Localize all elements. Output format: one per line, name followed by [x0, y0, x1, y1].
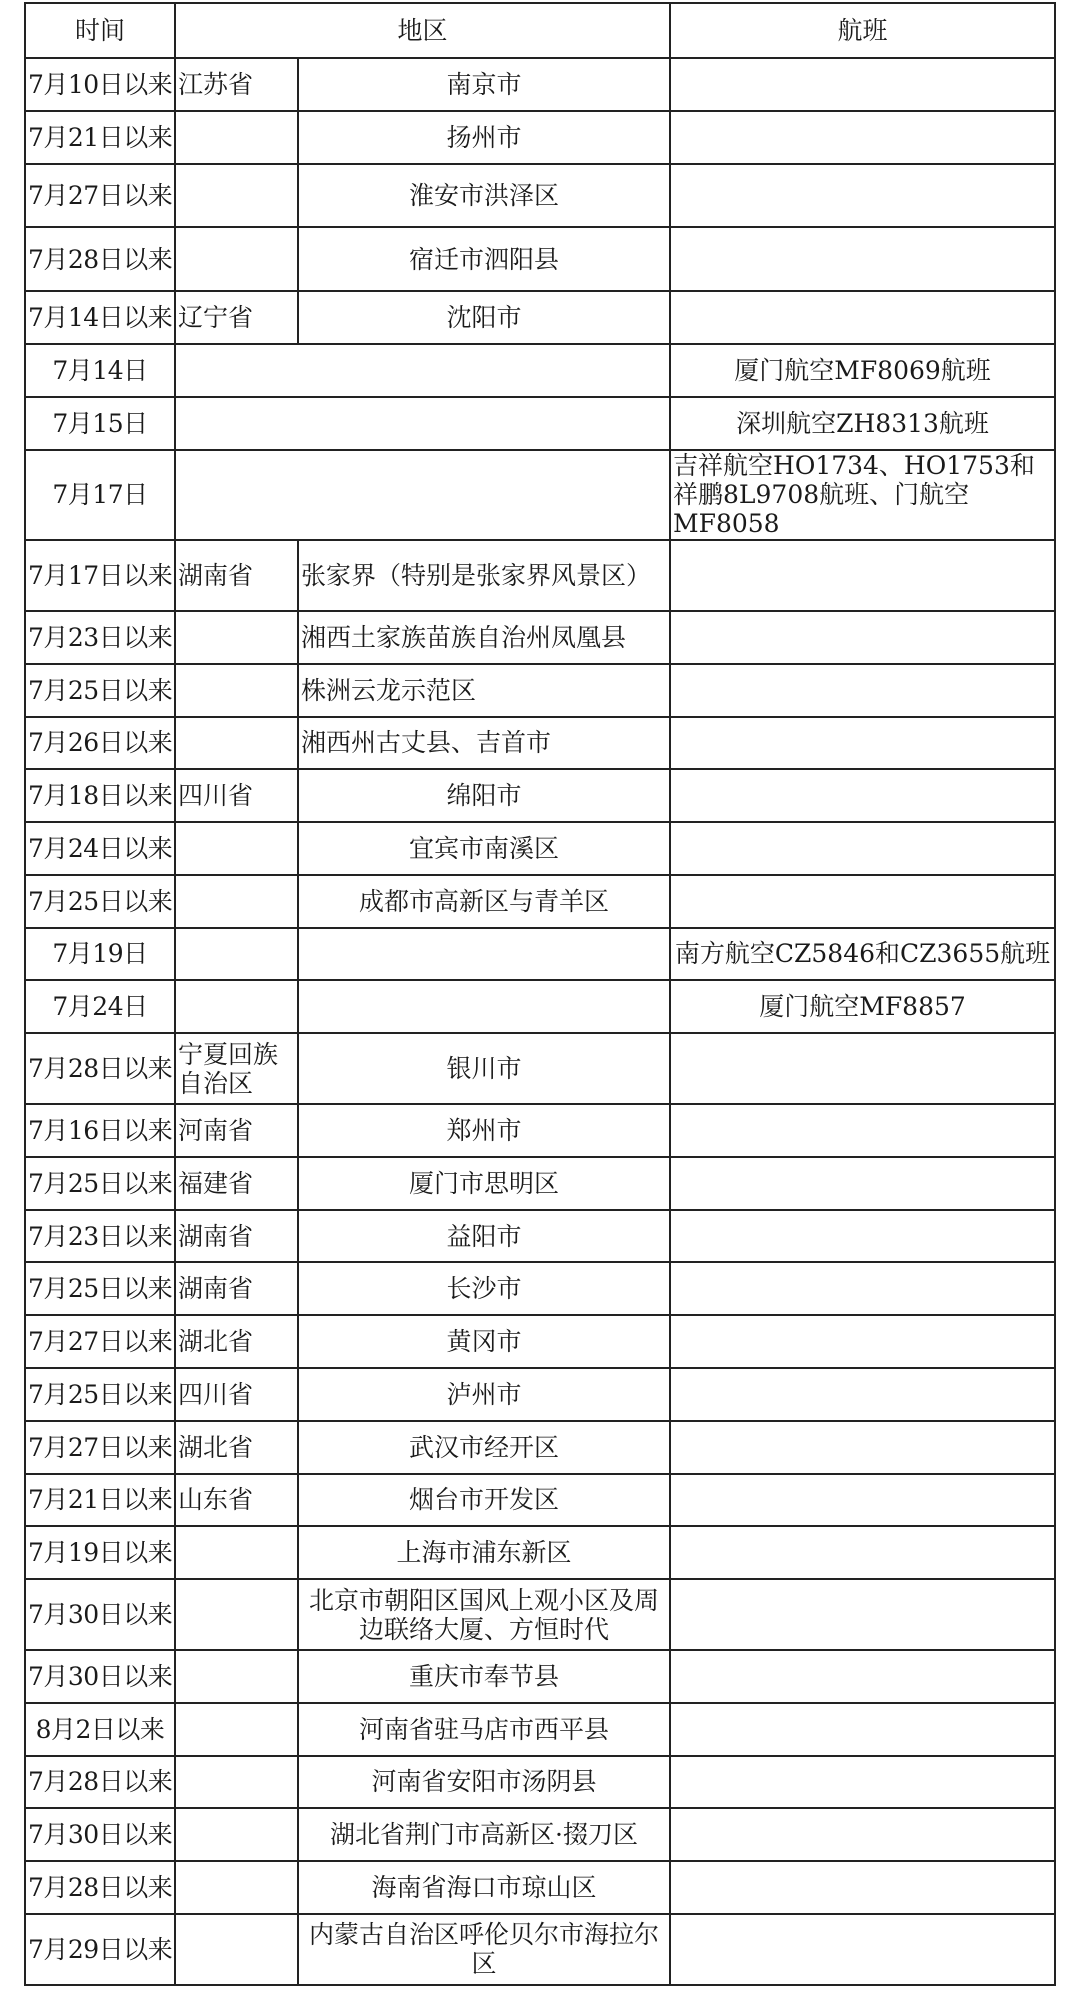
cell-time: 7月10日以来 — [25, 58, 175, 111]
cell-province: 宁夏回族自治区 — [175, 1033, 298, 1104]
cell-time: 7月30日以来 — [25, 1650, 175, 1703]
cell-time: 7月23日以来 — [25, 611, 175, 664]
cell-region — [175, 450, 670, 540]
cell-time: 7月21日以来 — [25, 111, 175, 164]
cell-flight: 深圳航空ZH8313航班 — [670, 397, 1055, 450]
cell-flight — [670, 1526, 1055, 1579]
table-row — [25, 1033, 1055, 1104]
cell-city: 泸州市 — [298, 1368, 670, 1421]
cell-city: 扬州市 — [298, 111, 670, 164]
cell-flight — [670, 540, 1055, 611]
table-row — [25, 769, 1055, 822]
cell-time: 7月28日以来 — [25, 227, 175, 291]
cell-city: 河南省安阳市汤阴县 — [298, 1756, 670, 1809]
cell-flight — [670, 227, 1055, 291]
table-row — [25, 1703, 1055, 1756]
cell-city: 河南省驻马店市西平县 — [298, 1703, 670, 1756]
cell-flight — [670, 769, 1055, 822]
cell-flight — [670, 1579, 1055, 1650]
cell-time: 7月18日以来 — [25, 769, 175, 822]
cell-flight — [670, 164, 1055, 228]
cell-province — [175, 664, 298, 717]
cell-flight — [670, 1914, 1055, 1985]
cell-province: 湖北省 — [175, 1315, 298, 1368]
cell-city: 淮安市洪泽区 — [298, 164, 670, 228]
cell-time: 7月29日以来 — [25, 1914, 175, 1985]
table-row — [25, 1315, 1055, 1368]
table-row — [25, 164, 1055, 228]
cell-province: 河南省 — [175, 1104, 298, 1157]
table-row — [25, 1262, 1055, 1315]
cell-flight: 厦门航空MF8069航班 — [670, 344, 1055, 397]
cell-time: 7月30日以来 — [25, 1808, 175, 1861]
cell-flight — [670, 1210, 1055, 1263]
table-row — [25, 1157, 1055, 1210]
cell-province — [175, 980, 298, 1033]
cell-time: 7月25日以来 — [25, 1157, 175, 1210]
table-row — [25, 344, 1055, 397]
table-row — [25, 397, 1055, 450]
cell-time: 7月19日 — [25, 928, 175, 981]
cell-time: 7月28日以来 — [25, 1756, 175, 1809]
cell-province — [175, 1914, 298, 1985]
cell-city: 黄冈市 — [298, 1315, 670, 1368]
cell-flight — [670, 291, 1055, 344]
table-row — [25, 1914, 1055, 1985]
cell-city: 内蒙古自治区呼伦贝尔市海拉尔区 — [298, 1914, 670, 1985]
header-flight: 航班 — [670, 3, 1055, 58]
cell-flight — [670, 717, 1055, 770]
cell-city — [298, 980, 670, 1033]
cell-flight: 吉祥航空HO1734、HO1753和祥鹏8L9708航班、门航空MF8058 — [670, 450, 1055, 540]
cell-flight — [670, 1756, 1055, 1809]
cell-province — [175, 1526, 298, 1579]
cell-province — [175, 164, 298, 228]
table-row — [25, 540, 1055, 611]
cell-flight — [670, 875, 1055, 928]
cell-city: 南京市 — [298, 58, 670, 111]
cell-city: 成都市高新区与青羊区 — [298, 875, 670, 928]
cell-province — [175, 822, 298, 875]
cell-time: 7月15日 — [25, 397, 175, 450]
cell-time: 7月28日以来 — [25, 1033, 175, 1104]
cell-province: 山东省 — [175, 1474, 298, 1527]
cell-time: 7月26日以来 — [25, 717, 175, 770]
table-row — [25, 1861, 1055, 1914]
cell-time: 7月16日以来 — [25, 1104, 175, 1157]
cell-city: 湘西州古丈县、吉首市 — [298, 717, 670, 770]
cell-province: 福建省 — [175, 1157, 298, 1210]
cell-province: 辽宁省 — [175, 291, 298, 344]
cell-province — [175, 1861, 298, 1914]
cell-province: 湖南省 — [175, 1210, 298, 1263]
table-row — [25, 611, 1055, 664]
table-row — [25, 928, 1055, 981]
cell-city: 株洲云龙示范区 — [298, 664, 670, 717]
cell-city: 重庆市奉节县 — [298, 1650, 670, 1703]
table-row — [25, 1421, 1055, 1474]
cell-city: 宜宾市南溪区 — [298, 822, 670, 875]
cell-flight — [670, 1703, 1055, 1756]
cell-time: 7月25日以来 — [25, 1368, 175, 1421]
cell-province — [175, 227, 298, 291]
cell-province: 湖南省 — [175, 1262, 298, 1315]
cell-city: 厦门市思明区 — [298, 1157, 670, 1210]
cell-province: 江苏省 — [175, 58, 298, 111]
cell-province — [175, 928, 298, 981]
table-header-row — [25, 3, 1055, 58]
table-row — [25, 822, 1055, 875]
cell-time: 7月21日以来 — [25, 1474, 175, 1527]
cell-city: 银川市 — [298, 1033, 670, 1104]
cell-flight — [670, 1315, 1055, 1368]
cell-time: 7月17日以来 — [25, 540, 175, 611]
cell-city: 海南省海口市琼山区 — [298, 1861, 670, 1914]
cell-flight: 南方航空CZ5846和CZ3655航班 — [670, 928, 1055, 981]
cell-province — [175, 1650, 298, 1703]
cell-time: 8月2日以来 — [25, 1703, 175, 1756]
cell-time: 7月17日 — [25, 450, 175, 540]
cell-time: 7月27日以来 — [25, 164, 175, 228]
cell-flight — [670, 1104, 1055, 1157]
cell-city: 湘西土家族苗族自治州凤凰县 — [298, 611, 670, 664]
table-row — [25, 664, 1055, 717]
cell-city: 武汉市经开区 — [298, 1421, 670, 1474]
cell-province: 四川省 — [175, 769, 298, 822]
cell-province — [175, 1703, 298, 1756]
cell-province — [175, 1808, 298, 1861]
table-row — [25, 1474, 1055, 1527]
cell-province — [175, 717, 298, 770]
table-row — [25, 58, 1055, 111]
table-row — [25, 227, 1055, 291]
table-row — [25, 1210, 1055, 1263]
cell-time: 7月24日以来 — [25, 822, 175, 875]
cell-flight — [670, 1474, 1055, 1527]
table-row — [25, 717, 1055, 770]
cell-city: 宿迁市泗阳县 — [298, 227, 670, 291]
cell-flight — [670, 611, 1055, 664]
cell-province: 湖南省 — [175, 540, 298, 611]
cell-city: 绵阳市 — [298, 769, 670, 822]
table-row — [25, 980, 1055, 1033]
cell-province: 湖北省 — [175, 1421, 298, 1474]
cell-time: 7月23日以来 — [25, 1210, 175, 1263]
table-row — [25, 1104, 1055, 1157]
cell-flight — [670, 58, 1055, 111]
header-region: 地区 — [175, 3, 670, 58]
cell-city: 上海市浦东新区 — [298, 1526, 670, 1579]
cell-city: 长沙市 — [298, 1262, 670, 1315]
cell-city: 张家界（特别是张家界风景区） — [298, 540, 670, 611]
table-row — [25, 1526, 1055, 1579]
cell-time: 7月25日以来 — [25, 1262, 175, 1315]
header-time: 时间 — [25, 3, 175, 58]
cell-flight — [670, 1033, 1055, 1104]
cell-time: 7月28日以来 — [25, 1861, 175, 1914]
table-row — [25, 291, 1055, 344]
cell-flight — [670, 1808, 1055, 1861]
cell-flight — [670, 111, 1055, 164]
cell-region — [175, 397, 670, 450]
cell-time: 7月14日 — [25, 344, 175, 397]
risk-area-table — [24, 2, 1056, 1986]
cell-time: 7月25日以来 — [25, 664, 175, 717]
cell-time: 7月24日 — [25, 980, 175, 1033]
cell-flight — [670, 1650, 1055, 1703]
cell-time: 7月30日以来 — [25, 1579, 175, 1650]
cell-city: 北京市朝阳区国风上观小区及周边联络大厦、方恒时代 — [298, 1579, 670, 1650]
cell-flight — [670, 664, 1055, 717]
table-row — [25, 1808, 1055, 1861]
cell-city: 沈阳市 — [298, 291, 670, 344]
cell-flight — [670, 822, 1055, 875]
cell-flight — [670, 1368, 1055, 1421]
cell-flight — [670, 1421, 1055, 1474]
cell-province — [175, 1579, 298, 1650]
cell-time: 7月27日以来 — [25, 1315, 175, 1368]
cell-city: 益阳市 — [298, 1210, 670, 1263]
cell-city: 湖北省荆门市高新区·掇刀区 — [298, 1808, 670, 1861]
cell-flight — [670, 1262, 1055, 1315]
cell-province — [175, 611, 298, 664]
cell-region — [175, 344, 670, 397]
cell-city: 烟台市开发区 — [298, 1474, 670, 1527]
cell-province — [175, 1756, 298, 1809]
cell-province — [175, 875, 298, 928]
table-row — [25, 1650, 1055, 1703]
cell-time: 7月14日以来 — [25, 291, 175, 344]
table-row — [25, 1756, 1055, 1809]
cell-city: 郑州市 — [298, 1104, 670, 1157]
cell-city — [298, 928, 670, 981]
table-row — [25, 450, 1055, 540]
table-row — [25, 875, 1055, 928]
cell-flight — [670, 1861, 1055, 1914]
table-row — [25, 1579, 1055, 1650]
table-body — [25, 58, 1055, 1985]
cell-province: 四川省 — [175, 1368, 298, 1421]
cell-flight: 厦门航空MF8857 — [670, 980, 1055, 1033]
cell-flight — [670, 1157, 1055, 1210]
table-row — [25, 1368, 1055, 1421]
cell-province — [175, 111, 298, 164]
cell-time: 7月25日以来 — [25, 875, 175, 928]
cell-time: 7月19日以来 — [25, 1526, 175, 1579]
table-row — [25, 111, 1055, 164]
cell-time: 7月27日以来 — [25, 1421, 175, 1474]
